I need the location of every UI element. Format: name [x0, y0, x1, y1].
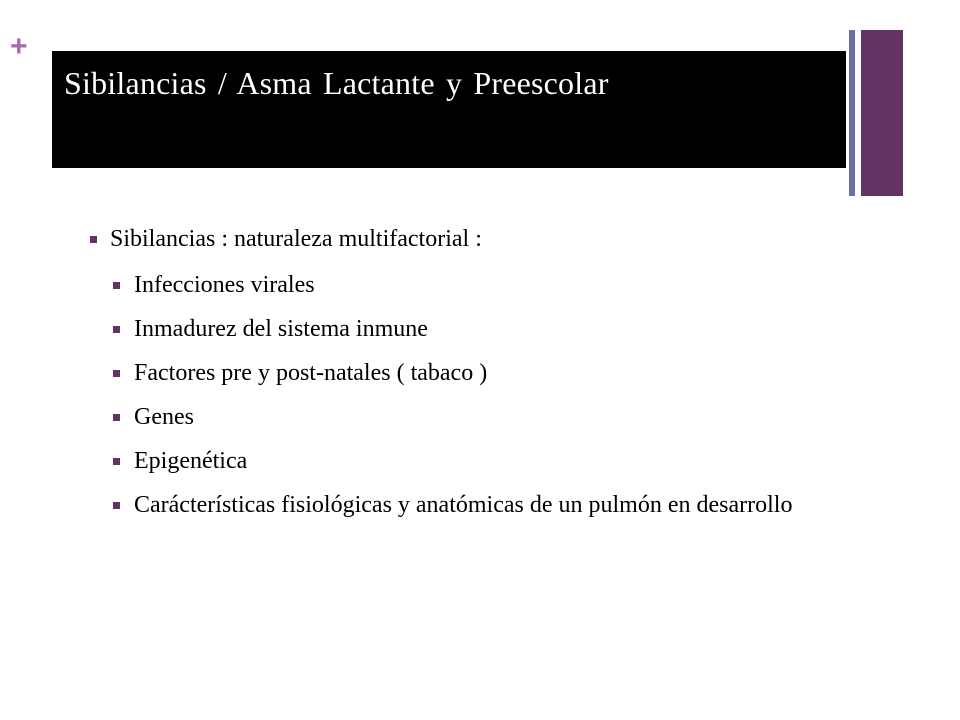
sub-bullet-item [90, 447, 890, 475]
square-bullet-icon [90, 236, 97, 243]
bullet-text: Sibilancias : naturaleza multifactorial : [110, 226, 482, 252]
accent-stripe-wide [861, 30, 903, 196]
sub-bullet-item [90, 491, 890, 519]
sub-bullet-item [90, 359, 890, 387]
square-bullet-icon [113, 502, 120, 509]
slide-title: Sibilancias / Asma Lactante y Preescolar [64, 65, 609, 101]
title-bar [52, 51, 846, 168]
sub-bullet-item [90, 271, 890, 299]
bullet-text: Inmadurez del sistema inmune [134, 316, 428, 342]
bullet-list [90, 225, 890, 535]
square-bullet-icon [113, 370, 120, 377]
sub-bullet-item [90, 403, 890, 431]
bullet-text: Epigenética [134, 448, 248, 474]
bullet-text: Genes [134, 404, 194, 430]
bullet-text: Infecciones virales [134, 272, 315, 298]
sub-bullet-item [90, 315, 890, 343]
square-bullet-icon [113, 282, 120, 289]
plus-decoration-icon: + [10, 30, 28, 63]
bullet-text: Carácterísticas fisiológicas y anatómicas de un pulmón en desarrollo [134, 492, 793, 518]
bullet-item [90, 225, 890, 253]
square-bullet-icon [113, 326, 120, 333]
square-bullet-icon [113, 458, 120, 465]
bullet-text: Factores pre y post-natales ( tabaco ) [134, 360, 488, 386]
square-bullet-icon [113, 414, 120, 421]
